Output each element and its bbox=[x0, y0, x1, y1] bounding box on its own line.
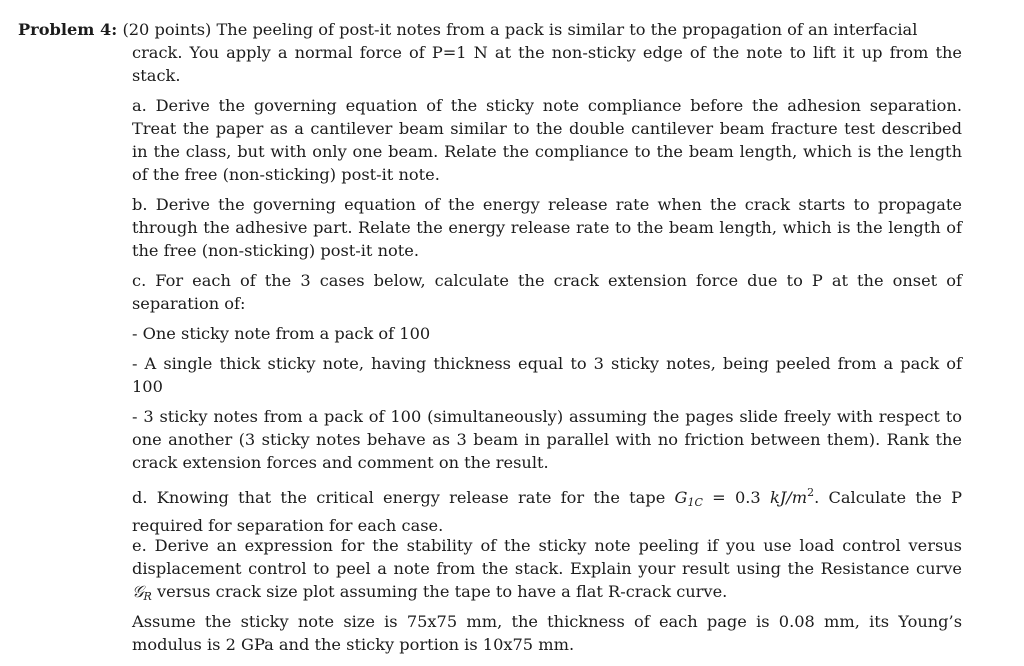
part-e-text bbox=[132, 534, 962, 608]
part-d-equals: = 0.3 bbox=[702, 488, 770, 507]
problem-header bbox=[18, 18, 963, 41]
part-c-case-1-text: - One sticky note from a pack of 100 bbox=[132, 324, 431, 343]
part-e-g-symbol: 𝒢 bbox=[132, 582, 144, 601]
part-b bbox=[132, 193, 962, 262]
part-b-text: b. Derive the governing equation of the energy release rate when the crack starts to propagate through the adhesive part. Relate the energy release rate to the beam length, which is the length of the free (non-sticking) post-it note. bbox=[132, 195, 962, 260]
part-a bbox=[132, 94, 962, 186]
part-e bbox=[132, 534, 962, 608]
part-d bbox=[132, 481, 962, 537]
problem-intro-line1: The peeling of post-it notes from a pack is similar to the propagation of an interfacial bbox=[216, 20, 918, 39]
part-d-unit-exponent: 2 bbox=[807, 486, 815, 499]
part-d-after: . Calculate the P required for separation for each case. bbox=[132, 488, 962, 535]
problem-intro-rest: crack. You apply a normal force of P=1 N at the non-sticky edge of the note to lift it up from the stack. bbox=[132, 43, 962, 85]
part-a-text: a. Derive the governing equation of the sticky note compliance before the adhesion separation. Treat the paper as a cantilever beam similar to the double cantilever beam fracture test described in the class, but with only one beam. Relate the compliance to the beam length, which is the length of the free (non-sticking) post-it note. bbox=[132, 96, 962, 184]
part-c-text: c. For each of the 3 cases below, calculate the crack extension force due to P at the onset of separation of: bbox=[132, 271, 962, 313]
part-e-after: versus crack size plot assuming the tape to have a flat R-crack curve. bbox=[151, 582, 728, 601]
problem-points: (20 points) bbox=[122, 20, 212, 39]
part-c-case-2 bbox=[132, 352, 962, 398]
assumptions bbox=[132, 610, 962, 656]
part-c-case-3-text: - 3 sticky notes from a pack of 100 (simultaneously) assuming the pages slide freely with respect to one another (3 sticky notes behave as 3 beam in parallel with no friction between them). Rank the crack extension forces and comment on the result. bbox=[132, 407, 962, 472]
assumptions-text: Assume the sticky note size is 75x75 mm, the thickness of each page is 0.08 mm, its Young’s modulus is 2 GPa and the sticky portion is 10x75 mm. bbox=[132, 612, 962, 654]
part-d-text bbox=[132, 481, 962, 537]
problem-intro-rest-block bbox=[132, 41, 962, 87]
part-c-case-1 bbox=[132, 322, 962, 345]
part-d-g-symbol: G bbox=[674, 488, 688, 507]
part-d-g-subscript: 1C bbox=[687, 496, 703, 509]
problem-label: Problem 4: bbox=[18, 20, 118, 39]
part-d-before: d. Knowing that the critical energy release rate for the tape bbox=[132, 488, 675, 507]
part-c-case-2-text: - A single thick sticky note, having thickness equal to 3 sticky notes, being peeled from a pack of 100 bbox=[132, 354, 962, 396]
part-e-g-subscript: R bbox=[143, 590, 152, 603]
part-c bbox=[132, 269, 962, 315]
part-c-case-3 bbox=[132, 405, 962, 474]
part-e-before: e. Derive an expression for the stability of the sticky note peeling if you use load control versus displacement control to peel a note from the stack. Explain your result using the Resistance curve bbox=[132, 536, 962, 578]
part-d-unit: kJ/m bbox=[769, 488, 808, 507]
